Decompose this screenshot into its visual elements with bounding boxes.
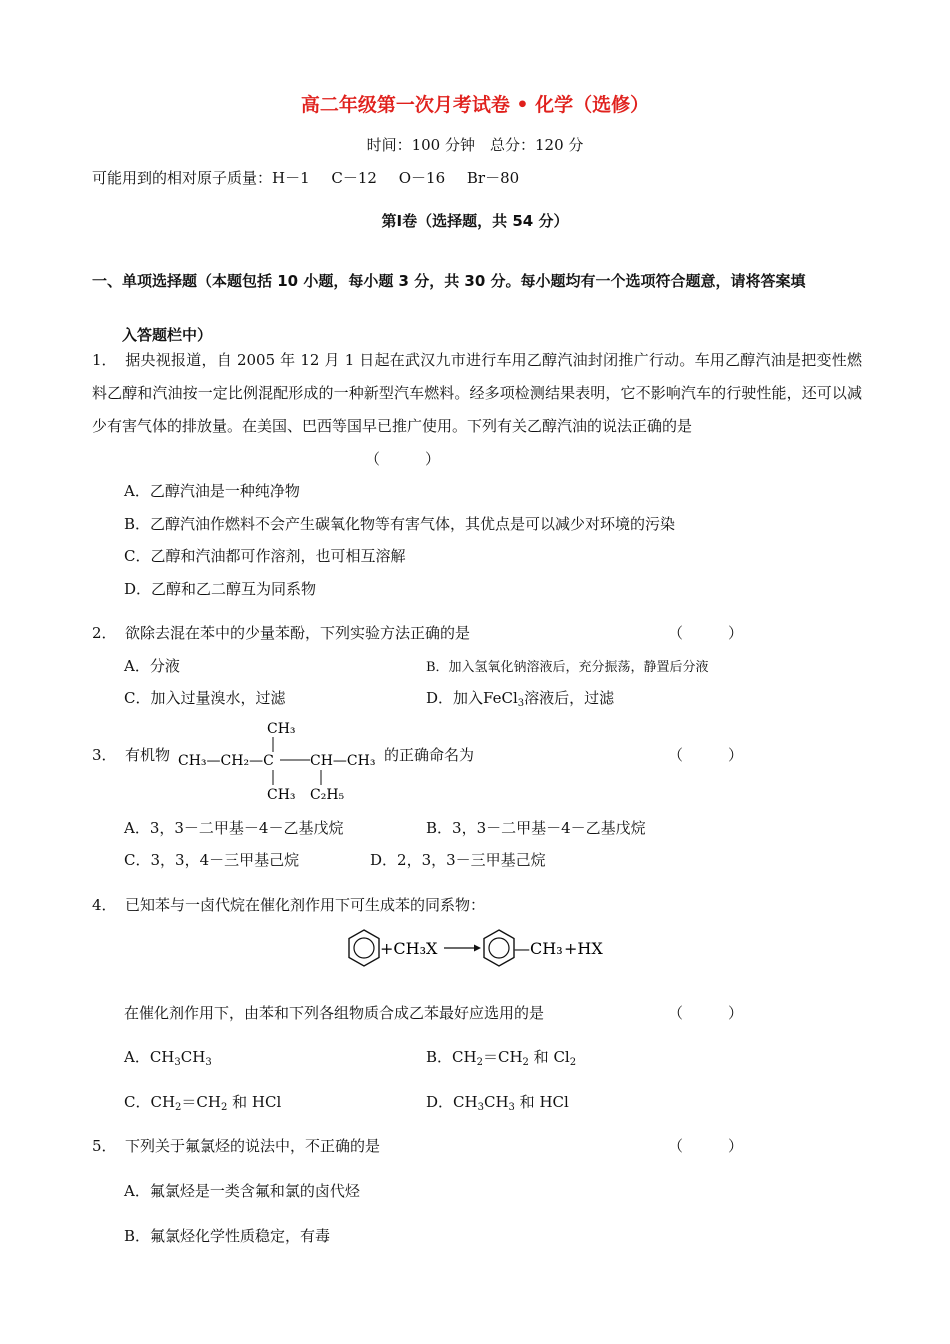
question-2-option-c[interactable]: C．加入过量溴水，过滤 <box>124 689 286 707</box>
reaction-product-group: —CH₃ <box>514 939 563 958</box>
reaction-reagent: +CH₃X <box>380 939 438 958</box>
question-number: 4． <box>92 896 117 914</box>
question-1-option-c[interactable]: C．乙醇和汽油都可作溶剂，也可相互溶解 <box>124 547 406 565</box>
question-5-option-a[interactable]: A．氟氯烃是一类含氟和氯的卤代烃 <box>124 1182 360 1200</box>
question-4-text-2: 在催化剂作用下，由苯和下列各组物质合成乙苯最好应选用的是 <box>124 1004 545 1022</box>
question-1-text: 据央视报道，自 2005 年 12 月 1 日起在武汉九市进行车用乙醇汽油封闭推广行动。车用乙醇汽油是把变性燃料乙醇和汽油按一定比例混配形成的一种新型汽车燃料。经多项检测结果表明，它不影响汽车的行驶性能，还可以减少有害气体的排放量。在美国、巴西等国早已推广使用。下列有关乙醇汽油的说法正确的是 <box>92 351 862 435</box>
answer-parentheses[interactable]: （ ） <box>365 450 441 468</box>
question-4-option-b[interactable]: B．$CH_2=CH_2$ 和 $Cl_2$ <box>426 1048 577 1068</box>
answer-parentheses[interactable]: （ ） <box>668 1137 744 1155</box>
question-1-stem <box>92 344 862 443</box>
question-3-text-pre: 有机物 <box>125 746 171 764</box>
question-number: 5． <box>92 1137 117 1155</box>
question-number: 3． <box>92 746 117 764</box>
formula-main-left: CH₃—CH₂—C <box>178 753 274 769</box>
question-number: 2． <box>92 624 117 642</box>
formula-main-mid: CH—CH₃ <box>310 753 376 769</box>
reaction-arrow-icon <box>444 945 481 952</box>
structural-formula <box>176 714 380 806</box>
question-5-text: 下列关于氟氯烃的说法中，不正确的是 <box>125 1137 381 1155</box>
question-4-option-a[interactable]: A．$CH_3CH_3$ <box>124 1048 212 1068</box>
atomic-masses: 可能用到的相对原子质量：H－1 C－12 O－16 Br－80 <box>92 169 520 187</box>
question-number: 1． <box>92 351 117 369</box>
question-3-option-d[interactable]: D．2，3，3－三甲基己烷 <box>370 851 546 869</box>
question-3-text-post: 的正确命名为 <box>384 746 475 764</box>
question-2-option-b[interactable]: B．加入氢氧化钠溶液后，充分振荡，静置后分液 <box>426 660 709 675</box>
answer-parentheses[interactable]: （ ） <box>668 1004 744 1022</box>
question-3-option-c[interactable]: C．3，3，4－三甲基己烷 <box>124 851 300 869</box>
section-heading-line1: 一、单项选择题（本题包括 10 小题，每小题 3 分，共 30 分。每小题均有一个选项符合题意，请将答案填 <box>92 272 806 290</box>
question-1-option-d[interactable]: D．乙醇和乙二醇互为同系物 <box>124 580 317 598</box>
part-title: 第Ⅰ卷（选择题，共 54 分） <box>381 212 569 230</box>
question-2-text: 欲除去混在苯中的少量苯酚，下列实验方法正确的是 <box>125 624 471 642</box>
question-1-option-a[interactable]: A．乙醇汽油是一种纯净物 <box>124 482 300 500</box>
time-and-score: 时间：100 分钟 总分：120 分 <box>366 136 584 154</box>
formula-top-methyl: CH₃ <box>267 721 296 737</box>
section-heading-line2: 入答题栏中） <box>122 326 213 344</box>
answer-parentheses[interactable]: （ ） <box>668 746 744 764</box>
question-4-option-c[interactable]: C．$CH_2=CH_2$ 和 HCl <box>124 1093 282 1113</box>
question-3-option-b[interactable]: B．3，3－二甲基－4－乙基戊烷 <box>426 819 646 837</box>
benzene-ring-product-icon <box>484 930 514 966</box>
question-4-text: 已知苯与一卤代烷在催化剂作用下可生成苯的同系物： <box>125 896 486 914</box>
question-5-option-b[interactable]: B．氟氯烃化学性质稳定，有毒 <box>124 1227 331 1245</box>
benzene-ring-reactant-icon <box>349 930 379 966</box>
reaction-equation <box>344 926 608 972</box>
exam-title: 高二年级第一次月考试卷 • 化学（选修） <box>300 94 650 116</box>
formula-bottom-methyl: CH₃ <box>267 787 296 803</box>
formula-bottom-ethyl: C₂H₅ <box>310 787 345 803</box>
question-2-option-d[interactable]: D．加入FeCl$_3$溶液后，过滤 <box>426 689 615 709</box>
reaction-byproduct: +HX <box>564 939 603 958</box>
question-1-option-b[interactable]: B．乙醇汽油作燃料不会产生碳氧化物等有害气体，其优点是可以减少对环境的污染 <box>124 515 676 533</box>
question-2-option-a[interactable]: A．分液 <box>124 657 180 675</box>
question-3-option-a[interactable]: A．3，3－二甲基－4－乙基戊烷 <box>124 819 344 837</box>
question-4-option-d[interactable]: D．$CH_3CH_3$ 和 HCl <box>426 1093 569 1113</box>
answer-parentheses[interactable]: （ ） <box>668 624 744 642</box>
